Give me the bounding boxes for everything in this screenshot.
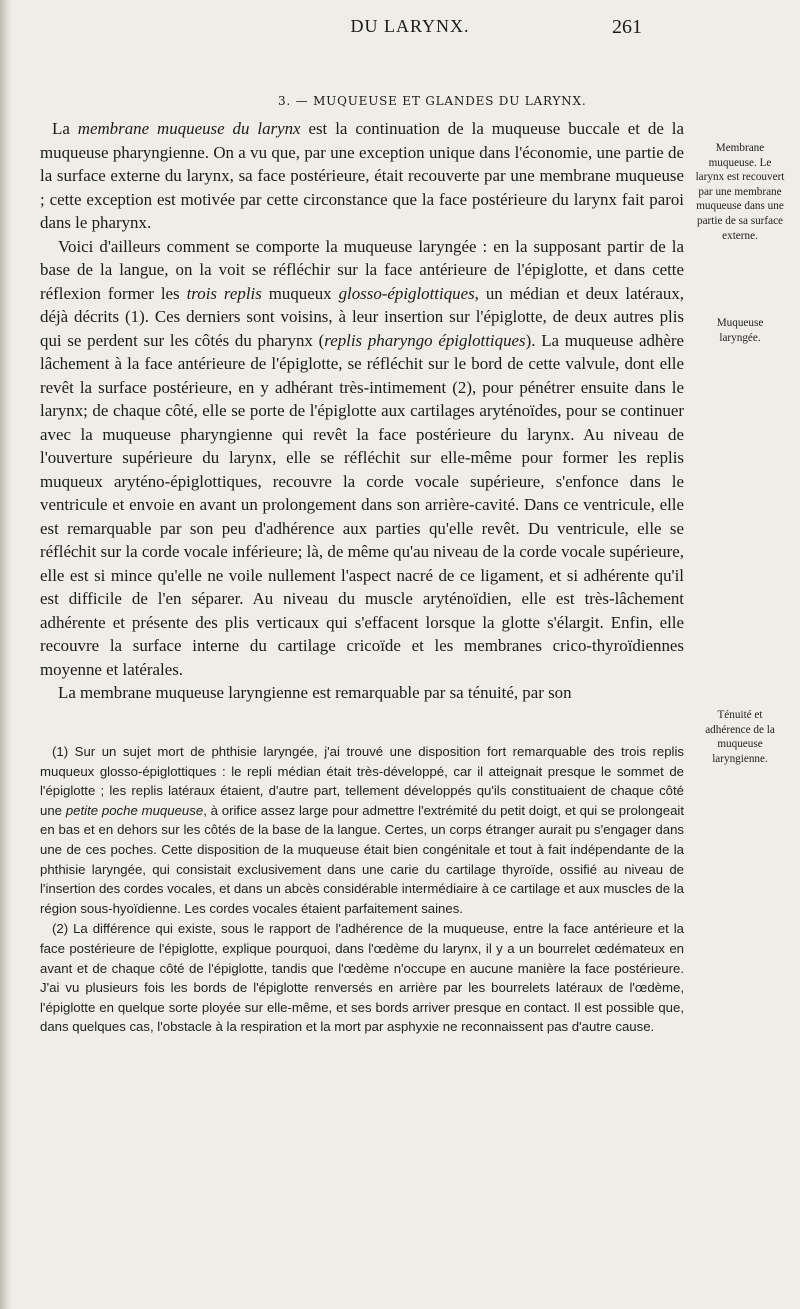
italic-text: replis pharyngo épiglottiques (324, 330, 526, 350)
text-run: est la continuation de la muqueuse buccale et de la muqueuse pharyngienne. On a vu que, par une exception unique dans l'économie, une partie de la surface externe du larynx, sa face postérieure, était recouverte par une membrane muqueuse ; cette exception est motivée par cette circonstance que la face postérieure du larynx fait paroi dans le pharynx. (40, 119, 684, 232)
footnotes (40, 742, 684, 1038)
footnote (40, 742, 684, 918)
page-binding-shadow (0, 0, 12, 1309)
text-run: muqueux (261, 283, 339, 303)
text-run: , à orifice assez large pour admettre l'extrémité du petit doigt, et qui se prolongeait en bas et en dehors sur les côtés de la base de la langue. Certes, un corps étranger aurait pu s'engager dans une de ces poches. Cette disposition de la muqueuse était bien congénitale et tout à fait indépendante de la phthisie laryngée, qui consistait exclusivement dans une carie du cartilage thyroïde, ossifié au niveau de l'insertion des cordes vocales, et dans un abcès considérable intermédiaire à ce cartilage et aux muscles de la région sous-hyoïdienne. Les cordes vocales étaient parfaitement saines. (40, 802, 685, 916)
paragraph (40, 235, 684, 682)
text-run: ). La muqueuse adhère lâchement à la face antérieure de l'épiglotte, se réfléchit sur le bord de cette valvule, dont elle revêt la surface postérieure, en y adhérant très-intimement (2), pour pénétrer ensuite dans le larynx; de chaque côté, elle se porte de l'épiglotte aux cartilages aryténoïdes, pour se continuer avec la muqueuse pharyngienne qui revêt la face postérieure du larynx. Au niveau de l'ouverture supérieure du larynx, elle se réfléchit sur elle-même pour former les replis muqueux aryténo-épiglottiques, recouvre la corde vocale supérieure, s'enfonce dans le ventricule et envoie en avant un prolongement dans son arrière-cavité. Dans ce ventricule, elle est remarquable par son peu d'adhérence aux parties qu'elle revêt. Du ventricule, elle se réfléchit sur la corde vocale inférieure; là, de même qu'au niveau de la corde vocale supérieure, elle est si mince qu'elle ne voile nullement l'aspect nacré de ce ligament, et si adhérente qu'il est difficile de l'en séparer. Au niveau du muscle aryténoïdien, elle est très-lâchement adhérente et présente des plis verticaux qui s'effacent lorsque la glotte s'élargit. Enfin, elle recouvre la surface interne du cartilage cricoïde et les membranes crico-thyroïdiennes moyenne et latérales. (40, 330, 684, 679)
margin-note-tenuite: Ténuité et adhérence de la muqueuse laryngienne. (705, 709, 775, 765)
text-run: (2) La différence qui existe, sous le rapport de l'adhérence de la muqueuse, entre la face antérieure et la face postérieure de l'épiglotte, explique pourquoi, dans l'œdème du larynx, il y a un bourrelet œdémateux en avant et de chaque côté de l'épiglotte, tandis que l'œdème n'occupe en aucune manière la face postérieure. J'ai vu plusieurs fois les bords de l'épiglotte renversés en arrière par les bourrelets latéraux de l'œdème, l'épiglotte en quelque sorte ployée sur elle-même, et ses bords arriver presque en contact. Il est possible que, dans quelques cas, l'obstacle à la respiration et la mort par asphyxie ne reconnaissent pas d'autre cause. (40, 921, 684, 1035)
italic-text: petite poche muqueuse (65, 802, 204, 818)
italic-text: membrane muqueuse du larynx (77, 119, 301, 138)
text-run: La membrane muqueuse laryngienne est remarquable par sa ténuité, par son (58, 683, 572, 702)
page-number: 261 (612, 16, 642, 38)
margin-note-membrane: Membrane muqueuse. Le larynx est recouvert par une membrane muqueuse dans une partie de sa surface externe. (695, 142, 785, 242)
body-text (40, 117, 684, 705)
text-run: La (52, 119, 78, 138)
page-header (0, 16, 800, 42)
italic-text: trois replis (186, 283, 262, 303)
running-title: DU LARYNX. (350, 16, 470, 36)
margin-note-muqueuse-laryngee: Muqueuse laryngée. (716, 317, 764, 344)
text-run: (1) Sur un sujet mort de phthisie laryngée, j'ai trouvé une disposition fort remarquable des trois replis muqueux glosso-épiglottiques : le repli médian était très-développé, car il atteignait presque le sommet de l'épiglotte ; les replis latéraux étaient, d'autre part, tellement développés qu'ils constituaient de chaque côté une (40, 744, 684, 818)
paragraph (40, 117, 684, 235)
text-run: Voici d'ailleurs comment se comporte la muqueuse laryngée : en la supposant partir de la base de la langue, on la voit se réfléchir sur la face antérieure de l'épiglotte, et dans cette réflexion former les (40, 236, 684, 303)
italic-text: glosso-épiglottiques (338, 283, 475, 303)
text-run: , un médian et deux latéraux, déjà décrits (1). Ces derniers sont voisins, à leur insertion sur l'épiglotte, de deux autres plis qui se perdent sur les côtés du pharynx ( (40, 283, 684, 350)
paragraph (40, 681, 684, 705)
section-heading: 3. — MUQUEUSE ET GLANDES DU LARYNX. (278, 94, 587, 108)
footnote (40, 919, 684, 1037)
